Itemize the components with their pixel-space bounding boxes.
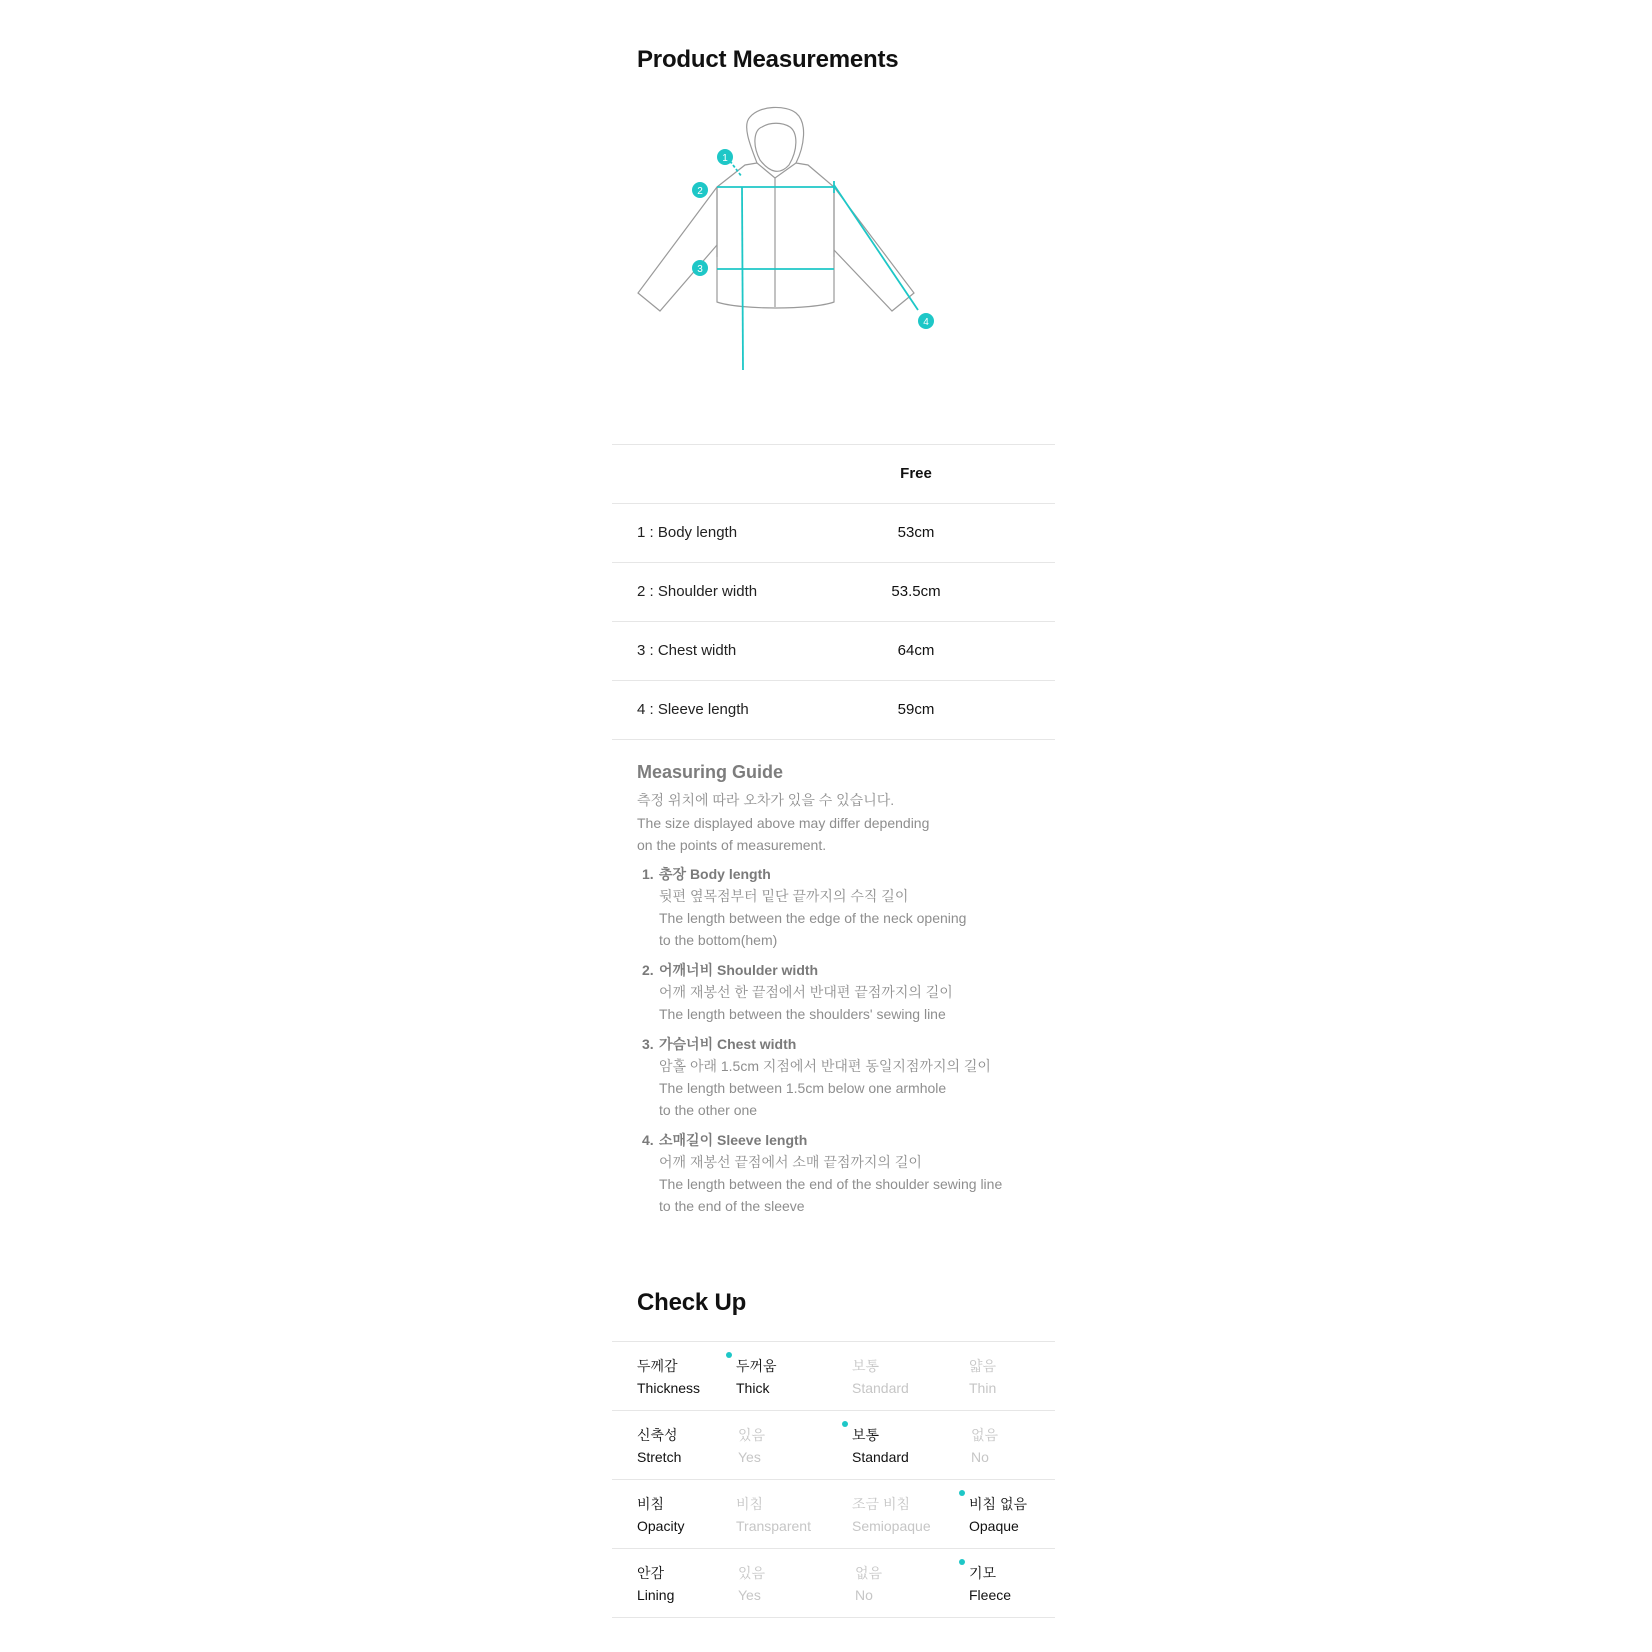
measurement-label: 3 : Chest width (637, 642, 737, 659)
guide-item-line: The length between the edge of the neck opening (659, 909, 967, 926)
selected-dot-icon (959, 1559, 965, 1565)
measurement-value: 53cm (897, 524, 935, 541)
measuring-guide (637, 762, 1047, 1225)
guide-item-title: 어깨너비 Shoulder width (659, 961, 819, 978)
check-up-row-opacity (612, 1479, 1055, 1548)
guide-item (637, 1129, 1047, 1217)
measurement-lines (717, 161, 918, 370)
guide-item-line: to the other one (659, 1101, 758, 1118)
guide-item-line: 어깨 재봉선 한 끝점에서 반대편 끝점까지의 길이 (659, 983, 953, 1000)
check-up-table (612, 1341, 1055, 1618)
option: 조금 비침 Semiopaque (852, 1496, 931, 1534)
svg-text:2: 2 (697, 186, 703, 197)
guide-item-line: 뒷편 옆목점부터 밑단 끝까지의 수직 길이 (659, 887, 909, 904)
size-column-header: Free (900, 465, 932, 482)
check-up-row-stretch (612, 1410, 1055, 1479)
page-title: Product Measurements (637, 46, 899, 73)
table-row (612, 562, 1055, 621)
option-selected: 비침 없음 Opaque (969, 1493, 1027, 1537)
guide-item-line: 어깨 재봉선 끝점에서 소매 끝점까지의 길이 (659, 1153, 922, 1170)
option-selected: 기모 Fleece (969, 1562, 1011, 1606)
jacket-measurement-diagram (612, 105, 1055, 405)
svg-text:3: 3 (697, 264, 703, 275)
option: 얇음 Thin (969, 1358, 997, 1396)
check-up-row-lining (612, 1548, 1055, 1618)
guide-item-title: 소매길이 Sleeve length (659, 1131, 808, 1148)
attribute-name: 비침 Opacity (637, 1496, 685, 1534)
check-up-title: Check Up (637, 1289, 747, 1316)
marker-3 (692, 260, 708, 276)
guide-item-line: to the bottom(hem) (659, 931, 778, 948)
guide-item (637, 1033, 1047, 1121)
selected-dot-icon (959, 1490, 965, 1496)
measurement-label: 1 : Body length (637, 524, 738, 541)
guide-item-line: 암홀 아래 1.5cm 지점에서 반대편 동일지점까지의 길이 (659, 1057, 991, 1074)
attribute-name: 신축성 Stretch (637, 1427, 682, 1465)
guide-item-line: The length between the end of the shoulder sewing line (659, 1175, 1003, 1192)
attribute-name: 두께감 Thickness (637, 1358, 701, 1396)
guide-item (637, 959, 1047, 1025)
check-up-row-thickness (612, 1341, 1055, 1410)
size-table (612, 444, 1055, 740)
svg-text:1: 1 (722, 153, 728, 164)
selected-dot-icon (842, 1421, 848, 1427)
size-table-header (612, 444, 1055, 503)
marker-1 (717, 149, 733, 165)
measurement-value: 64cm (897, 642, 935, 659)
svg-text:4: 4 (923, 317, 929, 328)
guide-item-line: The length between the shoulders' sewing line (659, 1005, 946, 1022)
attribute-name: 안감 Lining (637, 1565, 675, 1603)
table-row (612, 680, 1055, 740)
option-selected: 보통 Standard (852, 1424, 909, 1468)
guide-intro-line: The size displayed above may differ depending (637, 814, 930, 831)
guide-item (637, 863, 1047, 951)
option-selected: 두꺼움 Thick (736, 1355, 777, 1399)
measurement-label: 2 : Shoulder width (637, 583, 758, 600)
measurement-label: 4 : Sleeve length (637, 701, 749, 718)
guide-intro-line: on the points of measurement. (637, 837, 827, 853)
option: 비침 Transparent (736, 1496, 811, 1534)
option: 있음 Yes (738, 1427, 766, 1465)
measurement-value: 53.5cm (891, 583, 941, 600)
measuring-guide-title: Measuring Guide (637, 762, 784, 782)
option: 없음 No (971, 1427, 999, 1465)
guide-list (637, 863, 1047, 1217)
guide-item-number: 1. (642, 865, 654, 882)
option: 없음 No (855, 1565, 883, 1603)
selected-dot-icon (726, 1352, 732, 1358)
marker-2 (692, 182, 708, 198)
guide-item-title: 총장 Body length (659, 865, 771, 882)
guide-item-title: 가슴너비 Chest width (659, 1035, 797, 1052)
table-row (612, 503, 1055, 562)
guide-item-number: 3. (642, 1035, 654, 1052)
guide-item-line: to the end of the sleeve (659, 1197, 805, 1214)
guide-intro-line: 측정 위치에 따라 오차가 있을 수 있습니다. (637, 792, 895, 808)
table-row (612, 621, 1055, 680)
guide-item-number: 4. (642, 1131, 654, 1148)
jacket-outline (638, 107, 914, 311)
measurement-value: 59cm (897, 701, 935, 718)
option: 보통 Standard (852, 1358, 909, 1396)
marker-4 (918, 313, 934, 329)
guide-item-line: The length between 1.5cm below one armhole (659, 1079, 947, 1096)
guide-item-number: 2. (642, 961, 654, 978)
option: 있음 Yes (738, 1565, 766, 1603)
